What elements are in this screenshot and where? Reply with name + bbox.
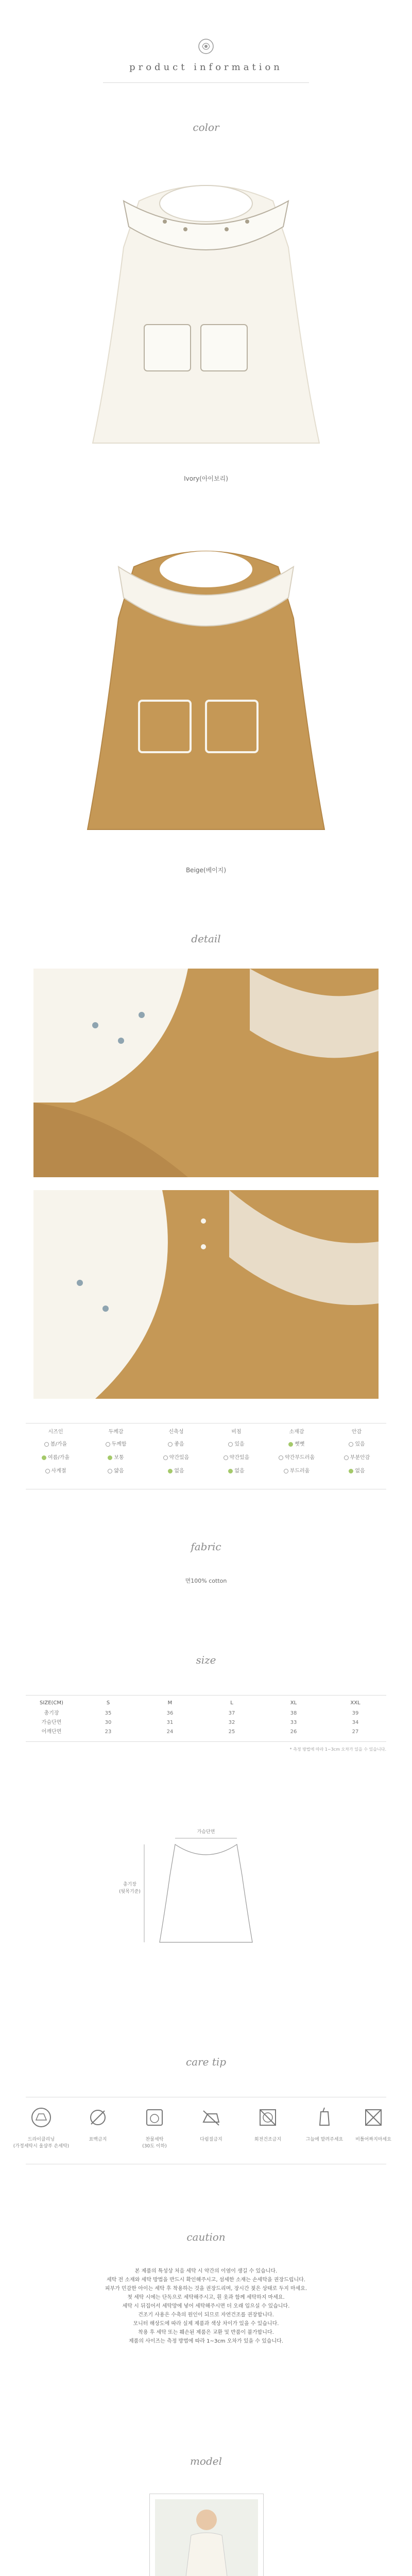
caution-text bbox=[41, 2267, 371, 2346]
option-label: 약간부드러움 bbox=[285, 1455, 315, 1461]
feature-option bbox=[207, 1466, 266, 1477]
table-header-cell: M bbox=[167, 1700, 173, 1706]
section-title-detail: detail bbox=[191, 933, 221, 945]
caution-line: 착용 후 세탁 또는 훼손된 제품은 교환 및 반품이 불가합니다. bbox=[138, 2330, 274, 2335]
care-label: 찬물세탁 (30도 이하) bbox=[142, 2137, 167, 2149]
no-bleach-icon bbox=[85, 2105, 111, 2130]
care-label: 다림질금지 bbox=[200, 2137, 222, 2142]
feature-option bbox=[327, 1466, 387, 1477]
option-dot-icon bbox=[224, 1455, 228, 1460]
option-label: 부분안감 bbox=[350, 1455, 370, 1461]
feature-head: 시즈인 bbox=[48, 1429, 63, 1435]
caution-line: 피부가 민감한 아이는 세탁 후 착용하는 것을 권장드리며, 장시간 젖은 상태로 두지 마세요. bbox=[105, 2286, 307, 2292]
feature-option bbox=[146, 1439, 206, 1450]
size-diagram-length-sub: (뒷목기준) bbox=[119, 1889, 141, 1894]
care-label: 회전건조금지 bbox=[254, 2137, 282, 2142]
care-label: 비틀어짜지마세요 bbox=[355, 2137, 391, 2142]
feature-option bbox=[327, 1453, 387, 1463]
feature-option bbox=[26, 1439, 85, 1450]
feature-option bbox=[26, 1466, 85, 1477]
feature-option bbox=[26, 1453, 85, 1463]
section-title-color: color bbox=[193, 121, 219, 133]
feature-option bbox=[86, 1466, 146, 1477]
option-label: 없음 bbox=[355, 1468, 365, 1474]
beige-dress-image bbox=[62, 520, 350, 850]
option-dot-icon bbox=[344, 1455, 349, 1460]
table-cell: 37 bbox=[228, 1710, 235, 1716]
option-label: 좋음 bbox=[174, 1442, 184, 1447]
table-header-cell: XL bbox=[290, 1700, 297, 1706]
no-iron-icon bbox=[198, 2105, 224, 2130]
option-dot-icon bbox=[45, 1469, 50, 1473]
feature-option-row bbox=[26, 1466, 386, 1477]
table-cell: 25 bbox=[228, 1729, 235, 1735]
feature-head: 소재감 bbox=[289, 1429, 304, 1435]
option-label: 여름/가을 bbox=[47, 1455, 70, 1461]
option-dot-icon bbox=[349, 1442, 353, 1447]
feature-option bbox=[86, 1453, 146, 1463]
size-bottom-rule bbox=[26, 1741, 386, 1742]
option-label: 약간있음 bbox=[169, 1455, 190, 1461]
brand-logo-icon bbox=[196, 36, 216, 57]
table-header-cell: L bbox=[230, 1700, 233, 1706]
option-dot-icon bbox=[44, 1442, 49, 1447]
size-diagram-length-label: 총기장 bbox=[123, 1882, 137, 1887]
table-cell: 31 bbox=[166, 1720, 174, 1725]
feature-option bbox=[327, 1439, 387, 1450]
option-label: 없음 bbox=[234, 1468, 245, 1474]
option-dot-icon bbox=[284, 1469, 288, 1473]
feature-head: 신축성 bbox=[168, 1429, 184, 1435]
feature-option bbox=[146, 1453, 206, 1463]
section-title-fabric: fabric bbox=[191, 1540, 221, 1553]
option-dot-icon bbox=[108, 1469, 112, 1473]
section-title-caution: caution bbox=[186, 2231, 226, 2243]
option-label: 있음 bbox=[234, 1442, 245, 1447]
size-note: * 측정 방법에 따라 1~3cm 오차가 있을 수 있습니다. bbox=[289, 1747, 386, 1752]
feature-head: 비침 bbox=[231, 1429, 242, 1435]
option-label: 있음 bbox=[355, 1442, 365, 1447]
table-row-label: 총기장 bbox=[44, 1710, 59, 1716]
color-caption-beige: Beige(베이지) bbox=[185, 867, 227, 874]
feature-option bbox=[207, 1453, 266, 1463]
no-wring-icon bbox=[360, 2105, 386, 2130]
caution-line: 모니터 해상도에 따라 실제 제품과 색상 차이가 있을 수 있습니다. bbox=[133, 2321, 279, 2327]
option-dot-icon bbox=[279, 1455, 283, 1460]
option-dot-icon bbox=[42, 1455, 46, 1460]
size-diagram-chest-label: 가슴단면 bbox=[197, 1829, 215, 1835]
care-label: 표백금지 bbox=[89, 2137, 107, 2142]
caution-line: 건조기 사용은 수축의 원인이 되므로 자연건조를 권장합니다. bbox=[138, 2312, 274, 2318]
option-dot-icon bbox=[288, 1442, 293, 1447]
detail-front-illustration bbox=[33, 1190, 379, 1399]
size-table bbox=[26, 1698, 386, 1750]
option-dot-icon bbox=[163, 1455, 168, 1460]
feature-option bbox=[207, 1439, 266, 1450]
feature-head: 두께감 bbox=[108, 1429, 124, 1435]
model-frame bbox=[149, 2494, 264, 2576]
option-label: 사계절 bbox=[51, 1468, 66, 1474]
model-photo bbox=[155, 2499, 258, 2576]
divider bbox=[103, 82, 309, 83]
feature-option bbox=[267, 1439, 327, 1450]
table-header-cell: SIZE(CM) bbox=[40, 1700, 63, 1706]
table-cell: 34 bbox=[352, 1720, 359, 1725]
table-cell: 27 bbox=[352, 1729, 359, 1735]
feature-option bbox=[86, 1439, 146, 1450]
section-title-size: size bbox=[196, 1654, 216, 1666]
option-dot-icon bbox=[106, 1442, 110, 1447]
caution-line: 첫 세탁 시에는 단독으로 세탁해주시고, 흰 옷과 함께 세탁하지 마세요. bbox=[127, 2295, 285, 2300]
section-title-model: model bbox=[190, 2455, 222, 2467]
table-cell: 38 bbox=[290, 1710, 297, 1716]
feature-head: 안감 bbox=[351, 1429, 362, 1435]
option-label: 얇음 bbox=[114, 1468, 124, 1474]
no-tumble-dry-icon bbox=[255, 2105, 281, 2130]
size-top-rule bbox=[26, 1695, 386, 1696]
feature-option bbox=[267, 1466, 327, 1477]
fabric-text: 면100% cotton bbox=[185, 1578, 227, 1584]
table-cell: 39 bbox=[352, 1710, 359, 1716]
feature-option bbox=[146, 1466, 206, 1477]
page-title: product information bbox=[129, 62, 283, 73]
option-dot-icon bbox=[168, 1469, 173, 1473]
care-label: 그늘에 말려주세요 bbox=[305, 2137, 344, 2142]
option-dot-icon bbox=[228, 1442, 233, 1447]
option-label: 두께함 bbox=[111, 1442, 127, 1447]
option-label: 부드러움 bbox=[289, 1468, 310, 1474]
size-diagram bbox=[134, 1834, 278, 1953]
table-cell: 35 bbox=[105, 1710, 112, 1716]
color-caption-ivory: Ivory(아이보리) bbox=[184, 475, 228, 482]
feature-table bbox=[26, 1427, 386, 1484]
option-dot-icon bbox=[168, 1442, 173, 1447]
feature-option bbox=[267, 1453, 327, 1463]
option-label: 뻣뻣 bbox=[295, 1442, 305, 1447]
feature-option-row bbox=[26, 1439, 386, 1450]
care-label: 드라이클리닝 (가정세탁시 울샴푸 손세탁) bbox=[13, 2137, 70, 2149]
option-label: 약간있음 bbox=[229, 1455, 250, 1461]
table-cell: 26 bbox=[290, 1729, 297, 1735]
option-dot-icon bbox=[108, 1455, 112, 1460]
detail-collar-illustration bbox=[33, 969, 379, 1177]
table-cell: 33 bbox=[290, 1720, 297, 1725]
shade-dry-icon bbox=[312, 2105, 337, 2130]
table-row-label: 어깨단면 bbox=[41, 1729, 62, 1735]
option-label: 없음 bbox=[174, 1468, 184, 1474]
detail-image-front bbox=[33, 1190, 379, 1399]
caution-line: 본 제품의 특성상 처음 세탁 시 약간의 이염이 생길 수 있습니다. bbox=[134, 2268, 278, 2274]
caution-line: 제품의 사이즈는 측정 방법에 따라 1~3cm 오차가 있을 수 있습니다. bbox=[129, 2338, 283, 2344]
table-cell: 24 bbox=[166, 1729, 174, 1735]
cold-wash-icon bbox=[142, 2105, 167, 2130]
table-header-cell: S bbox=[106, 1700, 110, 1706]
ivory-dress-image bbox=[62, 155, 350, 464]
caution-line: 세탁 전 소재와 세탁 방법을 반드시 확인해주시고, 섬세한 소재는 손세탁을 권장드립니다. bbox=[107, 2277, 305, 2283]
table-cell: 32 bbox=[228, 1720, 235, 1725]
option-label: 봄/가을 bbox=[50, 1442, 67, 1447]
feature-header-row bbox=[26, 1427, 386, 1437]
option-dot-icon bbox=[228, 1469, 233, 1473]
table-header-cell: XXL bbox=[350, 1700, 360, 1706]
option-label: 보통 bbox=[114, 1455, 124, 1461]
table-cell: 30 bbox=[105, 1720, 112, 1725]
option-dot-icon bbox=[349, 1469, 353, 1473]
detail-image-collar bbox=[33, 969, 379, 1177]
table-row-label: 가슴단면 bbox=[41, 1720, 62, 1725]
dry-clean-icon bbox=[28, 2105, 54, 2130]
section-title-care-tip: care tip bbox=[185, 2056, 227, 2068]
table-cell: 23 bbox=[105, 1729, 112, 1735]
table-cell: 36 bbox=[166, 1710, 174, 1716]
caution-line: 세탁 시 뒤집어서 세탁망에 넣어 세탁해주시면 더 오래 입으실 수 있습니다. bbox=[122, 2303, 290, 2309]
feature-option-row bbox=[26, 1453, 386, 1463]
